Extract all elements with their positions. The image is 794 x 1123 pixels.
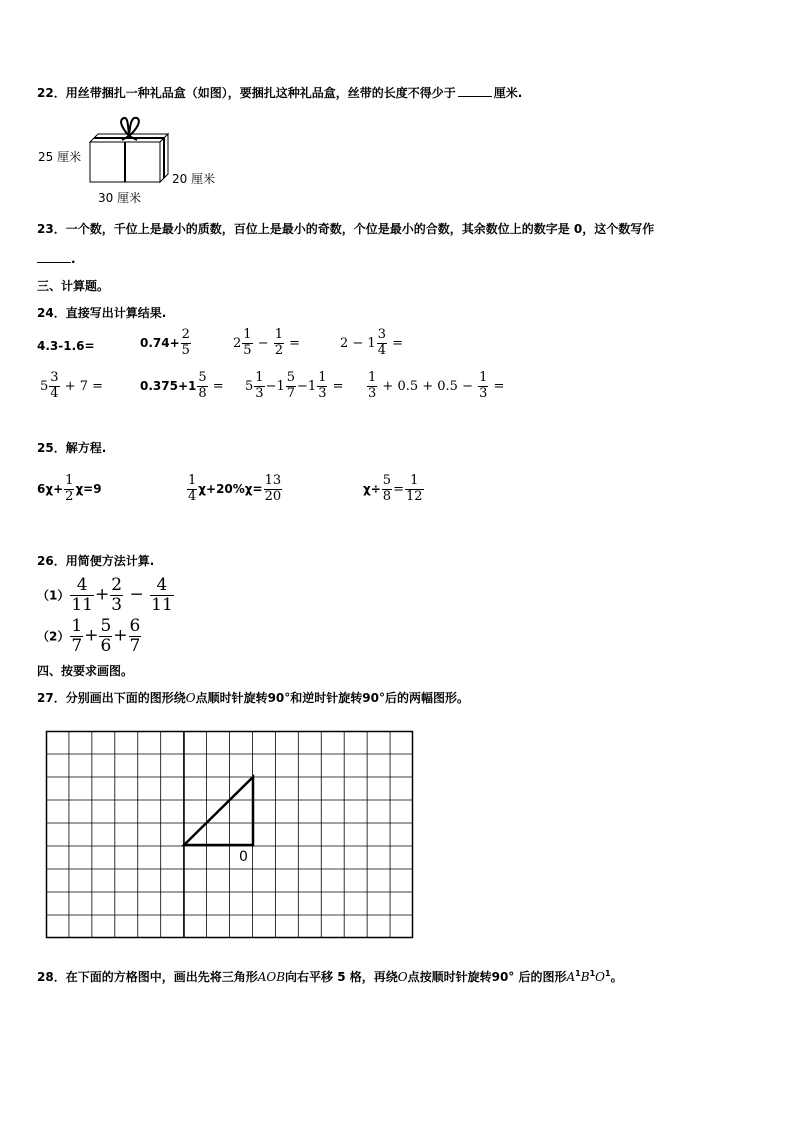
rotation-grid[interactable]: [46, 731, 414, 939]
fraction: $\frac{1}{3}$: [255, 370, 264, 401]
question-number: 22．: [37, 86, 66, 100]
fraction: $\frac{5}{6}$: [100, 616, 112, 656]
question-23-answer: [37, 251, 76, 266]
simplify-2: （2） $\frac{1}{7}$ + $\frac{5}{6}$ + $\frac{6}{7}$: [37, 616, 141, 656]
calc-5: 5 $\frac{3}{4}$ + 7 =: [40, 370, 104, 401]
point-label: O: [185, 691, 196, 705]
calc-6: 0.375+1 $\frac{5}{8}$ =: [140, 370, 224, 401]
question-text-cont: 点顺时针旋转90°和逆时针旋转90°后的两幅图形。: [195, 691, 469, 705]
question-22: [37, 84, 522, 101]
fraction: $\frac{2}{3}$: [111, 575, 123, 615]
question-text: 在下面的方格图中，画出先将三角形: [65, 970, 258, 984]
calc-2: [140, 328, 192, 359]
point-label: O: [397, 970, 408, 984]
gift-box-figure: [38, 112, 228, 207]
box-height-label: 25 厘米: [38, 150, 82, 164]
calc-4: 2 − 1 $\frac{3}{4}$ =: [340, 327, 404, 358]
question-text-cont: 点按顺时针旋转90° 后的图形: [407, 970, 567, 984]
calc-1: [37, 340, 95, 353]
fraction: $\frac{4}{11}$: [151, 575, 173, 615]
question-text: 分别画出下面的图形绕: [65, 691, 186, 705]
fraction: $\frac{5}{7}$: [286, 370, 296, 401]
fraction: $\frac{5}{8}$: [198, 370, 207, 401]
fraction: $\frac{6}{7}$: [129, 616, 141, 656]
triangle-shape: [184, 777, 253, 845]
grid-drawing: [46, 731, 414, 939]
question-24: [37, 304, 166, 321]
fraction: $\frac{13}{20}$: [264, 473, 282, 504]
question-text: 解方程.: [65, 441, 107, 455]
equation-2: $\frac{1}{4}$ χ+20%χ= $\frac{13}{20}$: [188, 473, 282, 504]
fraction: $\frac{1}{4}$: [188, 473, 197, 504]
question-number: 27．: [37, 691, 66, 705]
fraction: $\frac{1}{5}$: [243, 327, 252, 358]
question-26: [37, 552, 154, 569]
box-length-label: 30 厘米: [98, 191, 142, 205]
question-text: 用丝带捆扎一种礼品盒（如图），要捆扎这种礼品盒，丝带的长度不得少于: [65, 86, 456, 100]
section-3-title: 三、计算题。: [37, 279, 110, 293]
simplify-1: （1） $\frac{4}{11}$ + $\frac{2}{3}$ − $\frac{4}{11}$: [37, 575, 173, 615]
fraction: $\frac{1}{7}$: [71, 616, 83, 656]
question-text-cont: 向右平移 5 格，再绕: [285, 970, 398, 984]
expr-text: 4.3-1.6=: [37, 339, 95, 353]
fraction: $\frac{3}{4}$: [50, 370, 59, 401]
calc-3: 2 $\frac{1}{5}$ − $\frac{1}{2}$ =: [233, 327, 301, 358]
fraction: $\frac{3}{4}$: [377, 327, 386, 358]
fraction: $\frac{4}{11}$: [71, 575, 93, 615]
section-4-title: 四、按要求画图。: [37, 664, 134, 678]
fraction: $\frac{1}{3}$: [368, 370, 377, 401]
ribbon-bow: [121, 118, 139, 136]
question-28: 28．在下面的方格图中，画出先将三角形AOB向右平移 5 格，再绕O点按顺时针旋转90° 后的图形$A^1B^1O^1$。: [37, 969, 623, 984]
question-25: [37, 439, 106, 456]
fraction: $\frac{1}{3}$: [318, 370, 327, 401]
point-o-label: 0: [239, 849, 248, 865]
fraction: $\frac{1}{3}$: [479, 370, 488, 401]
question-number: 23．: [37, 222, 66, 236]
question-text: 一个数，千位上是最小的质数，百位上是最小的奇数，个位是最小的合数，其余数位上的数字是 0，这个数写作: [65, 222, 655, 236]
triangle-label: AOB: [257, 970, 286, 984]
question-23: [37, 220, 654, 237]
answer-blank[interactable]: [458, 85, 492, 97]
fraction: $\frac{1}{2}$: [65, 473, 74, 504]
question-number: 28．: [37, 970, 66, 984]
calc-7: 5 $\frac{1}{3}$ −1 $\frac{5}{7}$ −1 $\frac{1}{3}$ =: [245, 370, 344, 401]
expr-text: 0.74+: [140, 335, 180, 350]
fraction: $\frac{5}{8}$: [382, 473, 392, 504]
fraction: $\frac{1}{12}$: [405, 473, 423, 504]
calc-8: $\frac{1}{3}$ + 0.5 + 0.5 − $\frac{1}{3}$ =: [368, 370, 505, 401]
equation-3: χ÷ $\frac{5}{8}$ = $\frac{1}{12}$: [363, 473, 423, 504]
question-27: [37, 689, 469, 706]
answer-blank[interactable]: [37, 251, 71, 263]
equation-1: 6χ+ $\frac{1}{2}$ χ=9: [37, 473, 102, 504]
question-text: 直接写出计算结果.: [65, 306, 167, 320]
question-number: 25．: [37, 441, 66, 455]
question-number: 26．: [37, 554, 66, 568]
question-number: 24．: [37, 306, 66, 320]
question-unit: 厘米.: [493, 86, 523, 100]
fraction: $\frac{1}{2}$: [274, 327, 284, 358]
period: .: [71, 252, 76, 266]
question-text: 用简便方法计算.: [65, 554, 155, 568]
box-width-label: 20 厘米: [172, 172, 216, 186]
fraction: $\frac{2}{5}$: [181, 327, 190, 358]
